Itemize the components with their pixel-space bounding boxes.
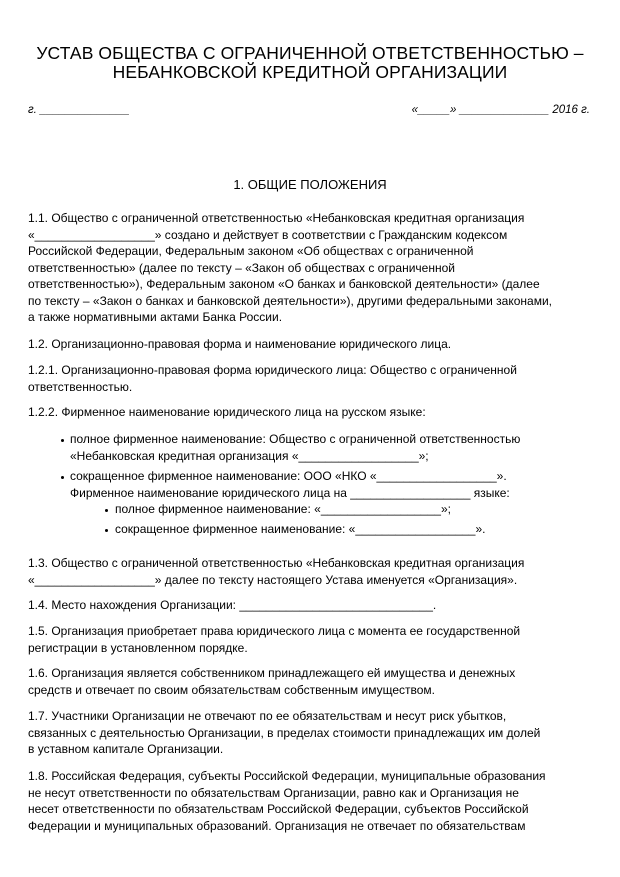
bullet-dot: [61, 439, 64, 442]
text-line: в уставном капитале Организации.: [28, 742, 224, 756]
text-line: регистрации в установленном порядке.: [28, 640, 248, 655]
text-line: полное фирменное наименование: «__________________»;: [115, 502, 451, 516]
text-line: связанных с деятельностью Организации, в пределах стоимости принадлежащих им долей: [28, 725, 541, 740]
paragraph-1-8: [28, 768, 594, 834]
text-line: 1.6. Организация является собственником принадлежащего ей имущества и денежных: [28, 666, 516, 680]
paragraph-1-4: [28, 597, 594, 614]
paragraph-1-2: [28, 336, 594, 353]
text-line: не несут ответственности по обязательствам Организации, равно как и Организация не: [28, 785, 519, 800]
text-line: 1.4. Место нахождения Организации: _____________________________.: [28, 598, 437, 612]
text-line: 1.8. Российская Федерация, субъекты Российской Федерации, муниципальные образования: [28, 769, 546, 783]
paragraph-1-5: [28, 623, 594, 656]
text-line: 1.7. Участники Организации не отвечают по ее обязательствам и несут риск убытков,: [28, 709, 507, 723]
list-item-full-name: [70, 431, 520, 464]
text-line: ответственностью»), Федеральным законом «О банках и банковской деятельности» (далее: [28, 277, 540, 291]
city-field: г. ______________: [28, 104, 130, 116]
text-line: а также нормативными актами Банка России.: [28, 310, 283, 324]
text-line: 1.3. Общество с ограниченной ответственностью «Небанковская кредитная организация: [28, 556, 525, 570]
title-line-1: УСТАВ ОБЩЕСТВА С ОГРАНИЧЕННОЙ ОТВЕТСТВЕННОСТЬЮ –: [36, 43, 584, 63]
section-title: 1. ОБЩИЕ ПОЛОЖЕНИЯ: [233, 177, 387, 192]
text-line: 1.1. Общество с ограниченной ответственностью «Небанковская кредитная организация: [28, 211, 525, 225]
sub-bullet-dot: [105, 509, 108, 512]
text-line: ответственностью.: [28, 379, 133, 394]
text-line: Фирменное наименование юридического лица на __________________ языке:: [70, 485, 510, 500]
text-line: несет ответственности по обязательствам Российской Федерации, субъектов Российской: [28, 802, 529, 816]
text-line: «__________________» далее по тексту настоящего Устава именуется «Организация».: [28, 572, 518, 587]
text-line: Российской Федерации, Федеральным законом «Об обществах с ограниченной: [28, 244, 474, 258]
text-line: «Небанковская кредитная организация «__________________»;: [70, 448, 429, 463]
text-line: 1.2.1. Организационно-правовая форма юридического лица: Общество с ограниченной: [28, 363, 517, 377]
text-line: 1.5. Организация приобретает права юридического лица с момента ее государственной: [28, 624, 521, 638]
text-line: ответственностью» (далее по тексту – «Закон об обществах с ограниченной: [28, 260, 455, 275]
text-line: 1.2.2. Фирменное наименование юридического лица на русском языке:: [28, 405, 426, 419]
text-line: Федерации и муниципальных образований. Организация не отвечает по обязательствам: [28, 818, 526, 833]
paragraph-1-6: [28, 665, 594, 698]
title-line-2: НЕБАНКОВСКОЙ КРЕДИТНОЙ ОРГАНИЗАЦИИ: [112, 62, 508, 82]
text-line: «__________________» создано и действует в соответствии с Гражданским кодексом: [28, 227, 508, 242]
paragraph-1-2-1: [28, 362, 594, 395]
sub-list-item-full-name: [115, 501, 451, 518]
list-item-short-name: [70, 468, 510, 501]
text-line: средств и отвечает по своим обязательствам собственным имуществом.: [28, 682, 435, 697]
paragraph-1-7: [28, 708, 594, 758]
paragraph-1-2-2: [28, 404, 594, 421]
text-line: 1.2. Организационно-правовая форма и наименование юридического лица.: [28, 337, 452, 351]
text-line: сокращенное фирменное наименование: «__________________».: [115, 522, 486, 536]
paragraph-1-1: [28, 210, 594, 326]
text-line: сокращенное фирменное наименование: ООО «НКО «__________________».: [70, 469, 507, 483]
text-line: полное фирменное наименование: Общество с ограниченной ответственностью: [70, 432, 521, 446]
paragraph-1-3: [28, 555, 594, 588]
sub-list-item-short-name: [115, 521, 486, 538]
document-title: [20, 44, 600, 82]
bullet-dot: [61, 476, 64, 479]
text-line: по тексту – «Закон о банках и банковской деятельности»), другими федеральными законами,: [28, 293, 553, 308]
date-field: «_____» ______________ 2016 г.: [411, 104, 590, 116]
sub-bullet-dot: [105, 529, 108, 532]
